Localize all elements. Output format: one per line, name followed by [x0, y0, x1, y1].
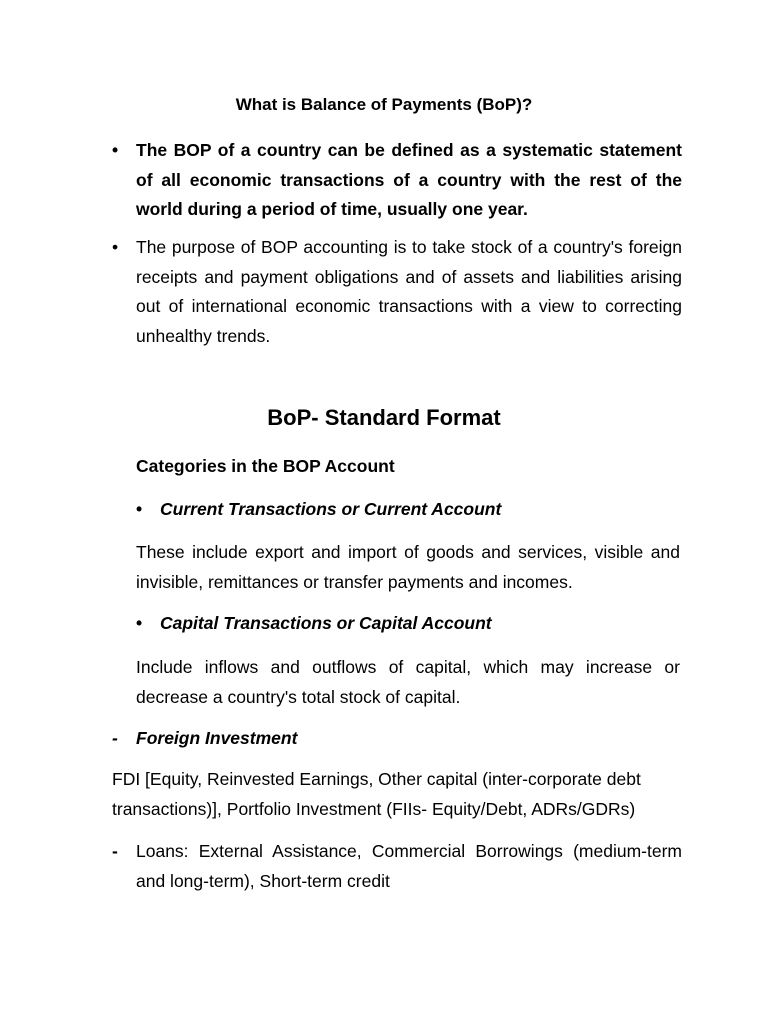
- bullet-text: The BOP of a country can be defined as a systematic statement of all economic transactions of a country with the rest of the world during a period of time, usually one year.: [136, 140, 682, 219]
- bullet-item-definition: [112, 136, 682, 225]
- current-account-text: These include export and import of goods and services, visible and invisible, remittances or transfer payments and incomes.: [136, 542, 680, 592]
- bullet-icon: •: [136, 613, 143, 633]
- bullet-icon: •: [136, 499, 143, 519]
- bullet-icon: •: [112, 237, 119, 257]
- bullet-icon: •: [112, 140, 119, 160]
- loans-text: Loans: External Assistance, Commercial Borrowings (medium-term and long-term), Short-term credit: [136, 841, 682, 891]
- categories-heading: Categories in the BOP Account: [136, 456, 395, 476]
- capital-account-label: Capital Transactions or Capital Account: [160, 613, 492, 633]
- capital-account-text: Include inflows and outflows of capital, which may increase or decrease a country's total stock of capital.: [136, 657, 680, 707]
- loans-item: [112, 837, 682, 896]
- foreign-investment-heading: [112, 724, 682, 754]
- foreign-investment-label: Foreign Investment: [136, 728, 298, 748]
- current-account-heading: [136, 499, 501, 520]
- capital-account-heading: [136, 613, 492, 634]
- dash-marker: -: [112, 728, 118, 748]
- bullet-item-purpose: [112, 233, 682, 351]
- current-account-label: Current Transactions or Current Account: [160, 499, 502, 519]
- section-heading: BoP- Standard Format: [267, 405, 501, 430]
- foreign-investment-text: FDI [Equity, Reinvested Earnings, Other capital (inter-corporate debt transactions)], Portfolio Investment (FIIs- Equity/Debt, ADRs/GDRs): [112, 769, 641, 819]
- bullet-text: The purpose of BOP accounting is to take stock of a country's foreign receipts and payment obligations and of assets and liabilities arising out of international economic transactions with a view to correcting unhealthy trends.: [136, 237, 682, 346]
- page-title: What is Balance of Payments (BoP)?: [235, 95, 533, 114]
- dash-marker: -: [112, 841, 118, 861]
